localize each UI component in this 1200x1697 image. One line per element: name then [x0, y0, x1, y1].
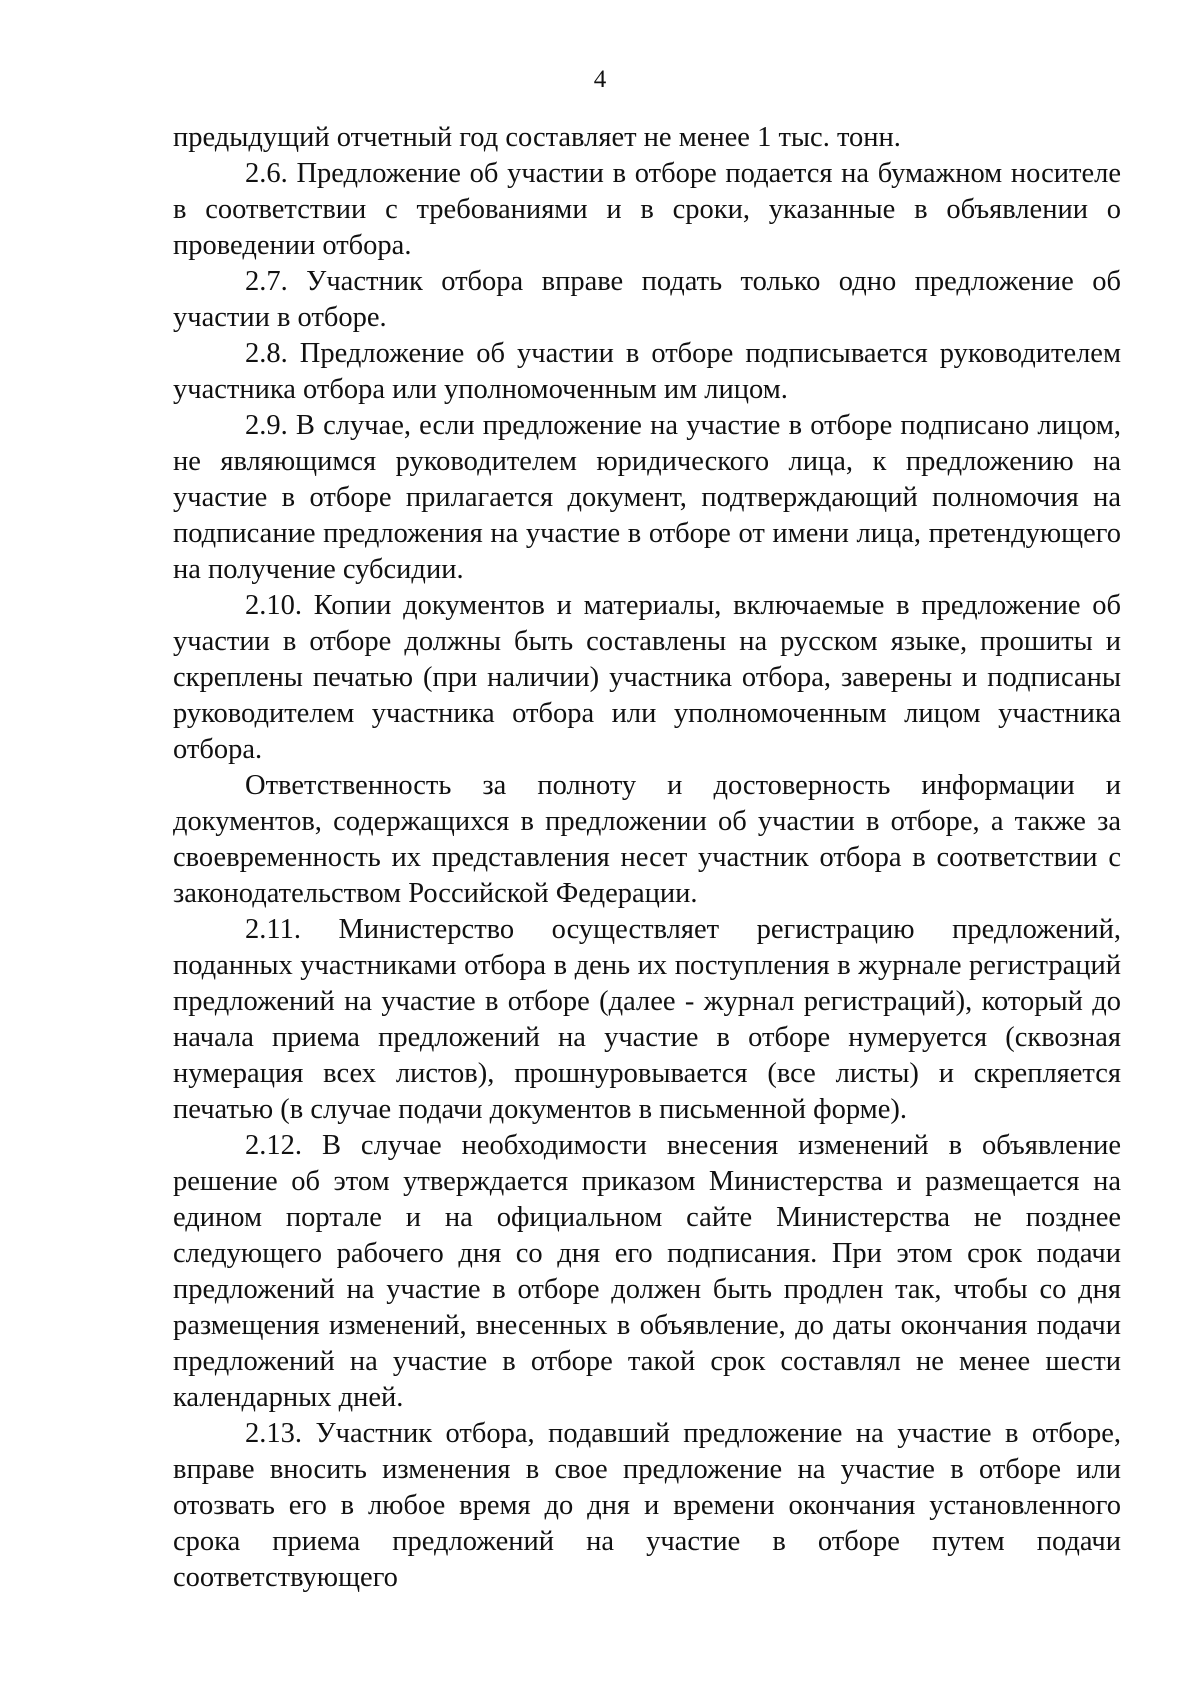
page-number: 4: [593, 66, 607, 93]
paragraph-2-9: 2.9. В случае, если предложение на участие в отборе подписано лицом, не являющимся руководителем юридического лица, к предложению на участие в отборе прилагается документ, подтверждающий полномочия на подписание предложения на участие в отборе от имени лица, претендующего на получение субсидии.: [173, 410, 1121, 585]
paragraph-responsibility: Ответственность за полноту и достоверность информации и документов, содержащихся в предложении об участии в отборе, а также за своевременность их представления несет участник отбора в соответствии с законодательством Российской Федерации.: [173, 770, 1121, 909]
paragraph-2-8: 2.8. Предложение об участии в отборе подписывается руководителем участника отбора или уполномоченным им лицом.: [173, 338, 1121, 405]
paragraph-2-10: 2.10. Копии документов и материалы, включаемые в предложение об участии в отборе должны быть составлены на русском языке, прошиты и скреплены печатью (при наличии) участника отбора, заверены и подписаны руководителем участника отбора или уполномоченным лицом участника отбора.: [173, 590, 1121, 765]
paragraph-2-13: 2.13. Участник отбора, подавший предложение на участие в отборе, вправе вносить изменения в свое предложение на участие в отборе или отозвать его в любое время до дня и времени окончания установленного срока приема предложений на участие в отборе путем подачи соответствующего: [173, 1418, 1121, 1593]
paragraph-2-11: 2.11. Министерство осуществляет регистрацию предложений, поданных участниками отбора в день их поступления в журнале регистраций предложений на участие в отборе (далее - журнал регистраций), который до начала приема предложений на участие в отборе нумеруется (сквозная нумерация всех листов), прошнуровывается (все листы) и скрепляется печатью (в случае подачи документов в письменной форме).: [173, 914, 1121, 1125]
paragraph-2-6: 2.6. Предложение об участии в отборе подается на бумажном носителе в соответствии с требованиями и в сроки, указанные в объявлении о проведении отбора.: [173, 158, 1121, 261]
paragraph-2-12: 2.12. В случае необходимости внесения изменений в объявление решение об этом утверждается приказом Министерства и размещается на едином портале и на официальном сайте Министерства не позднее следующего рабочего дня со дня его подписания. При этом срок подачи предложений на участие в отборе должен быть продлен так, чтобы со дня размещения изменений, внесенных в объявление, до даты окончания подачи предложений на участие в отборе такой срок составлял не менее шести календарных дней.: [173, 1130, 1121, 1413]
paragraph-2-7: 2.7. Участник отбора вправе подать только одно предложение об участии в отборе.: [173, 266, 1121, 333]
document-body: [173, 120, 1121, 1596]
paragraph-continuation: предыдущий отчетный год составляет не менее 1 тыс. тонн.: [173, 122, 901, 153]
